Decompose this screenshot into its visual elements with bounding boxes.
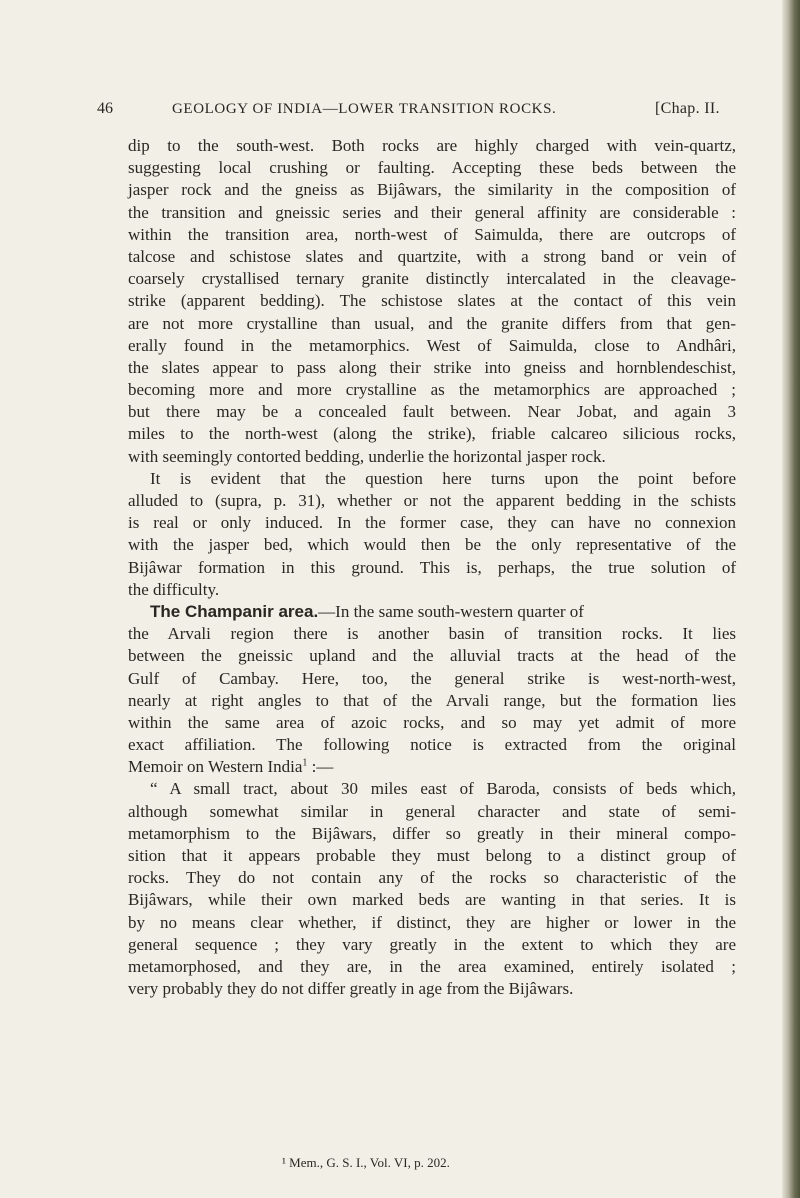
- text-line: the Arvali region there is another basin of transition rocks. It lies: [128, 624, 736, 644]
- text-span: :—: [307, 757, 334, 777]
- text-line: jasper rock and the gneiss as Bijâwars, the similarity in the composition of: [128, 180, 736, 200]
- section-heading-line: [128, 601, 736, 623]
- chapter-label: [Chap. II.: [655, 100, 720, 117]
- text-line: Gulf of Cambay. Here, too, the general strike is west-north-west,: [128, 668, 736, 688]
- text-line: within the transition area, north-west of Saimulda, there are outcrops of: [128, 224, 736, 244]
- text-line: suggesting local crushing or faulting. Accepting these beds between the: [128, 158, 736, 178]
- text-line: with the jasper bed, which would then be the only representative of the: [128, 535, 736, 555]
- text-line: talcose and schistose slates and quartzite, with a strong band or vein of: [128, 246, 736, 266]
- text-line: erally found in the metamorphics. West of Saimulda, close to Andhâri,: [128, 335, 736, 355]
- text-line: nearly at right angles to that of the Arvali range, but the formation lies: [128, 690, 736, 710]
- page-binding-edge: [782, 0, 800, 1198]
- text-line: the transition and gneissic series and their general affinity are considerable :: [128, 202, 736, 222]
- text-line: very probably they do not differ greatly in age from the Bijâwars.: [128, 979, 574, 999]
- text-line: miles to the north-west (along the strike), friable calcareo silicious rocks,: [128, 424, 736, 444]
- text-line: Bijâwars, while their own marked beds are wanting in that series. It is: [128, 890, 736, 910]
- text-span: —In the same south-western quarter of: [318, 601, 584, 621]
- text-line: by no means clear whether, if distinct, they are higher or lower in the: [128, 912, 736, 932]
- text-line: is real or only induced. In the former case, they can have no connexion: [128, 513, 736, 533]
- text-line: but there may be a concealed fault between. Near Jobat, and again 3: [128, 402, 736, 422]
- text-line: Bijâwar formation in this ground. This is, perhaps, the true solution of: [128, 557, 736, 577]
- text-line: “ A small tract, about 30 miles east of Baroda, consists of beds which,: [150, 779, 736, 799]
- text-line: becoming more and more crystalline as the metamorphics are approached ;: [128, 380, 736, 400]
- text-line: metamorphosed, and they are, in the area examined, entirely isolated ;: [128, 956, 736, 976]
- page-number: 46: [97, 100, 113, 117]
- text-line: rocks. They do not contain any of the rocks so characteristic of the: [128, 868, 736, 888]
- text-line: with seemingly contorted bedding, underlie the horizontal jasper rock.: [128, 446, 606, 466]
- text-line: [128, 756, 736, 778]
- text-span: Memoir on Western India: [128, 757, 303, 777]
- text-line: general sequence ; they vary greatly in the extent to which they are: [128, 934, 736, 954]
- footnote: ¹ Mem., G. S. I., Vol. VI, p. 202.: [282, 1155, 450, 1170]
- body-text: [128, 135, 736, 1000]
- page-header: [0, 100, 780, 130]
- text-line: alluded to (supra, p. 31), whether or not the apparent bedding in the schists: [128, 491, 736, 510]
- text-line: It is evident that the question here turns upon the point before: [150, 468, 736, 488]
- text-line: the difficulty.: [128, 579, 220, 599]
- text-line: within the same area of azoic rocks, and so may yet admit of more: [128, 712, 736, 732]
- running-head: GEOLOGY OF INDIA—LOWER TRANSITION ROCKS.: [172, 101, 557, 117]
- text-line: coarsely crystallised ternary granite distinctly intercalated in the cleavage-: [128, 269, 736, 289]
- text-line: metamorphism to the Bijâwars, differ so greatly in their mineral compo-: [128, 823, 736, 843]
- footnote-marker: 1: [302, 757, 308, 769]
- text-line: although somewhat similar in general character and state of semi-: [128, 801, 736, 821]
- text-line: exact affiliation. The following notice is extracted from the original: [128, 735, 736, 755]
- text-line: strike (apparent bedding). The schistose slates at the contact of this vein: [128, 291, 736, 311]
- text-line: between the gneissic upland and the alluvial tracts at the head of the: [128, 646, 736, 666]
- text-line: sition that it appears probable they must belong to a distinct group of: [128, 846, 736, 865]
- text-line: the slates appear to pass along their strike into gneiss and hornblendeschist,: [128, 357, 736, 377]
- section-heading: The Champanir area.: [150, 601, 319, 621]
- text-line: dip to the south-west. Both rocks are highly charged with vein-quartz,: [128, 136, 736, 155]
- text-line: are not more crystalline than usual, and the granite differs from that gen-: [128, 313, 736, 333]
